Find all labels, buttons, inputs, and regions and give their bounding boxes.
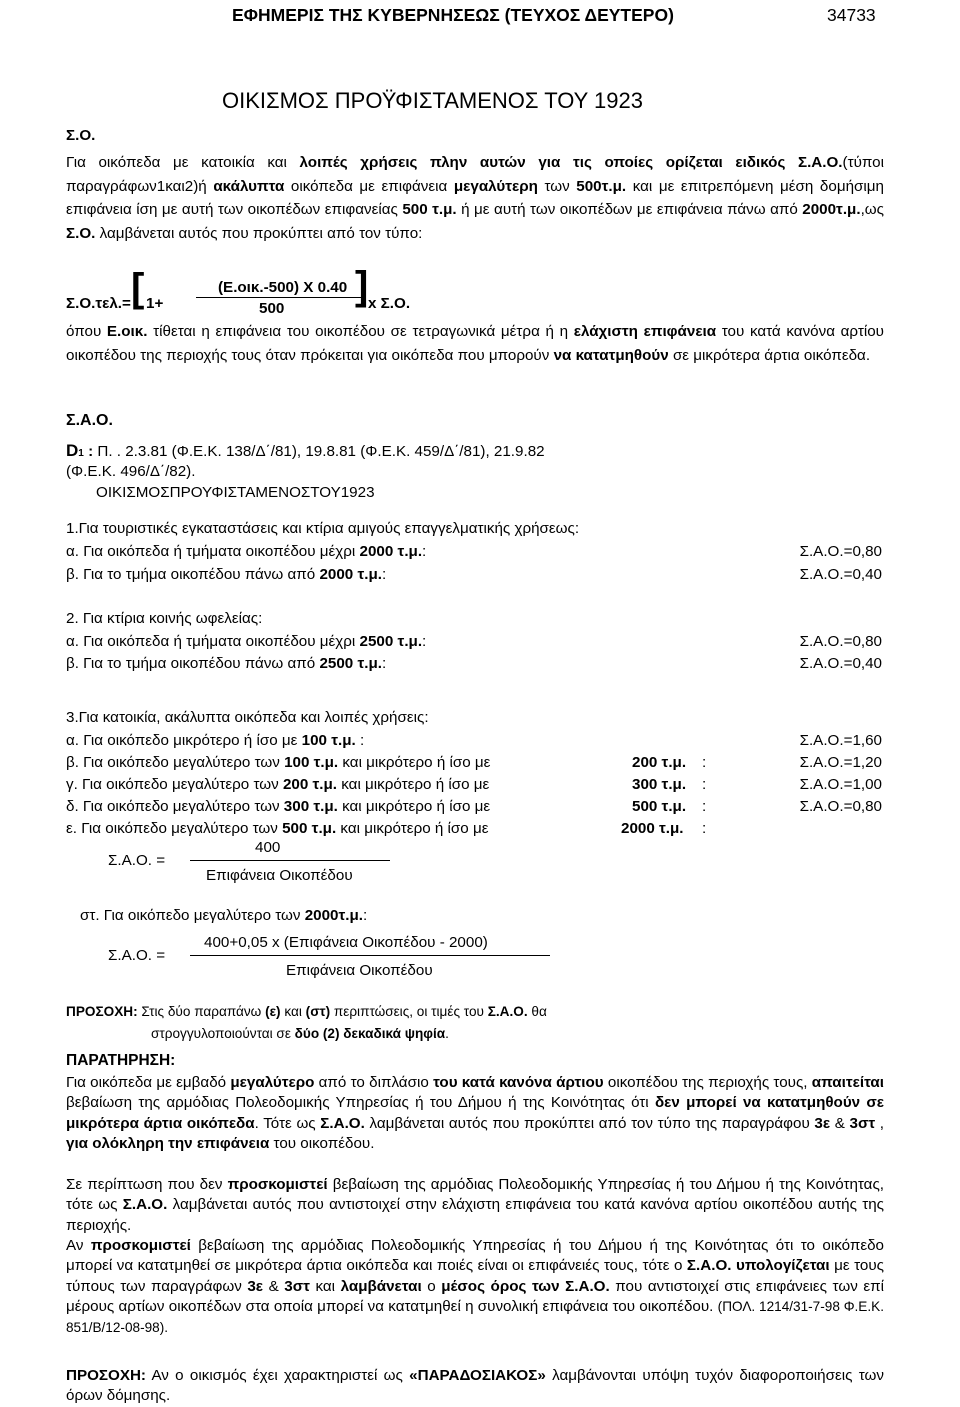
section3-item-a: α. Για οικόπεδο μικρότερο ή ίσο με 100 τ.μ. : Σ.Α.Ο.=1,60 xyxy=(66,732,882,749)
remark-run: βεβαίωση της αρμόδιας Πολεοδομικής Υπηρεσίας ή του Δήμου ή της Κοινότητας ότι το οικόπεδο μπορεί να κατατμηθεί σε μικρότερα άρτια οικόπεδα και ποιές είναι οι επιφάνειές τους, τότε ο xyxy=(66,1237,885,1275)
section3-heading: 3.Για κατοικία, ακάλυπτα οικόπεδα και λοιπές χρήσεις: xyxy=(66,709,429,726)
remark-run: που αντιστοιχεί στις επιφάνειες των επί μέρους αρτίων οικοπέδων στα οποία μπορεί να κατατμηθεί η συνολική επιφάνεια του οικοπέδου. xyxy=(66,1277,884,1316)
remark-run: προσκομιστεί xyxy=(227,1176,328,1193)
remark-paragraph-3 xyxy=(66,1236,884,1338)
formula2-numerator: 400 xyxy=(255,839,281,856)
remark-run: Σ.Α.Ο. xyxy=(320,1114,365,1132)
remark-run: Σ.Α.Ο. υπολογίζεται xyxy=(686,1257,830,1275)
remark-paragraph-2 xyxy=(66,1175,884,1236)
formula2-lhs: Σ.Α.Ο. = xyxy=(108,852,166,869)
remark-run: οικοπέδου της περιοχής τους, xyxy=(603,1074,812,1091)
section3-item-e: ε. Για οικόπεδο μεγαλύτερο των 500 τ.μ. και μικρότερο ή ίσο με 2000 τ.μ. : xyxy=(66,820,707,837)
formula3-lhs: Σ.Α.Ο. = xyxy=(108,947,166,964)
remark-run: ο xyxy=(421,1277,442,1295)
gazette-header: ΕΦΗΜΕΡΙΣ ΤΗΣ ΚΥΒΕΡΝΗΣΕΩΣ (ΤΕΥΧΟΣ ΔΕΥΤΕΡΟ) xyxy=(232,5,674,25)
formula-denominator: 500 xyxy=(259,300,285,317)
formula3-numerator: 400+0,05 x (Επιφάνεια Οικοπέδου - 2000) xyxy=(204,934,488,951)
formula3-fraction-bar xyxy=(190,955,550,956)
remark-run: βεβαίωση της αρμόδιας Πολεοδομικής Υπηρεσίας ή του Δήμου ή της Κοινότητας, τότε ως xyxy=(66,1176,884,1214)
formula-one-plus: 1+ xyxy=(146,295,164,312)
formula-rhs: x Σ.Ο. xyxy=(368,295,411,312)
remark-run: βεβαίωση της αρμόδιας Πολεοδομικής Υπηρεσίας ή του Δήμου ή της Κοινότητας ότι xyxy=(66,1094,655,1112)
section1-item-b: β. Για το τμήμα οικοπέδου πάνω από 2000 τ.μ.: Σ.Α.Ο.=0,40 xyxy=(66,566,882,583)
formula2-fraction-bar xyxy=(190,860,390,861)
d1-reference-cont: (Φ.Ε.Κ. 496/Δ΄/82). xyxy=(66,463,196,480)
section2-heading: 2. Για κτίρια κοινής ωφελείας: xyxy=(66,610,263,627)
caution-rounding-cont: στρογγυλοποιούνται σε δύο (2) δεκαδικά ψηφία. xyxy=(151,1026,449,1041)
remark-run: & xyxy=(263,1277,285,1295)
remark-run: προσκομιστεί xyxy=(90,1237,191,1254)
remark-run: για ολόκληρη την επιφάνεια xyxy=(66,1135,270,1153)
remark-run: Σ.Α.Ο. xyxy=(122,1196,168,1214)
remark-run: λαμβάνεται xyxy=(340,1277,422,1295)
remark-run: 3στ xyxy=(849,1114,876,1132)
caution-rounding: ΠΡΟΣΟΧΗ: Στις δύο παραπάνω (ε) και (στ) περιπτώσεις, οι τιμές του Σ.Α.Ο. θα xyxy=(66,1004,547,1019)
intro-paragraph: Για οικόπεδα με κατοικία και λοιπές χρήσεις πλην αυτών για τις οποίες ορίζεται ειδικός Σ.Α.Ο.(τύποι παραγράφων1και2)ή ακάλυπτα οικόπεδα με επιφάνεια μεγαλύτερη των 500τ.μ. και με επιτρεπόμενη μέση δομήσιμη επιφάνεια ίση με αυτή των οικοπέδων επιφανείας 500 τ.μ. ή με αυτή των οικοπέδων με επιφάνεια πάνω από 2000τ.μ.,ως Σ.Ο. λαμβάνεται αυτός που προκύπτει από τον τύπο: xyxy=(66,154,884,242)
remark-run: λαμβάνεται αυτός που αντιστοιχεί στην ελάχιστη επιφάνεια του κατά κανόνα αρτίου οικοπέδου αυτής της περιοχής. xyxy=(66,1196,884,1234)
remark-run: & xyxy=(830,1114,850,1132)
page-title: ΟΙΚΙΣΜΟΣ ΠΡΟΫΦΙΣΤΑΜΕΝΟΣ ΤΟΥ 1923 xyxy=(222,88,643,113)
remark-run: με τους τύπους των παραγράφων xyxy=(66,1257,884,1295)
left-bracket: [ xyxy=(131,266,145,310)
remark-run: , xyxy=(875,1114,884,1132)
remark-paragraph-1 xyxy=(66,1073,884,1155)
remark-run: Σε περίπτωση που δεν xyxy=(66,1176,228,1193)
remark-run: 3ε xyxy=(247,1277,264,1295)
remark-run: (ΠΟΛ. 1214/31-7-98 Φ.Ε.Κ. 851/Β/12-08-98). xyxy=(66,1299,884,1335)
formula2-denominator: Επιφάνεια Οικοπέδου xyxy=(206,867,353,884)
remark-run: απαιτείται xyxy=(811,1074,884,1091)
formula3-denominator: Επιφάνεια Οικοπέδου xyxy=(286,962,433,979)
remark-heading: ΠΑΡΑΤΗΡΗΣΗ: xyxy=(66,1052,176,1069)
section1-item-a: α. Για οικόπεδα ή τμήματα οικοπέδου μέχρι 2000 τ.μ.: Σ.Α.Ο.=0,80 xyxy=(66,543,882,560)
section3-item-d: δ. Για οικόπεδο μεγαλύτερο των 300 τ.μ. και μικρότερο ή ίσο με 500 τ.μ. : Σ.Α.Ο.=0,80 xyxy=(66,798,882,815)
section3-item-b: β. Για οικόπεδο μεγαλύτερο των 100 τ.μ. και μικρότερο ή ίσο με 200 τ.μ. : Σ.Α.Ο.=1,20 xyxy=(66,754,882,771)
remark-run: Για οικόπεδα με εμβαδό xyxy=(66,1074,231,1091)
section3-item-st: στ. Για οικόπεδο μεγαλύτερο των 2000τ.μ.: xyxy=(80,907,368,924)
remark-run: 3ε xyxy=(814,1114,831,1132)
fraction-bar xyxy=(196,297,366,298)
where-paragraph: όπου Ε.οικ. τίθεται η επιφάνεια του οικοπέδου σε τετραγωνικά μέτρα ή η ελάχιστη επιφάνεια του κατά κανόνα αρτίου οικοπέδου της περιοχής τους όταν πρόκειται για οικόπεδα που μπορούν να κατατμηθούν σε μικρότερα άρτια οικόπεδα. xyxy=(66,323,884,364)
remark-run: Αν xyxy=(66,1237,91,1254)
remark-run: μέσος όρος των Σ.Α.Ο. xyxy=(441,1277,610,1295)
section2-item-a: α. Για οικόπεδα ή τμήματα οικοπέδου μέχρι 2500 τ.μ.: Σ.Α.Ο.=0,80 xyxy=(66,633,882,650)
d1-reference: D1 : Π. . 2.3.81 (Φ.Ε.Κ. 138/Δ΄/81), 19.8.81 (Φ.Ε.Κ. 459/Δ΄/81), 21.9.82 xyxy=(66,441,545,460)
remark-run: από το διπλάσιο xyxy=(314,1074,434,1091)
sao-heading: Σ.Α.Ο. xyxy=(66,412,113,429)
caution-traditional: ΠΡΟΣΟΧΗ: Αν ο οικισμός έχει χαρακτηριστεί ως «ΠΑΡΑΔΟΣΙΑΚΟΣ» λαμβάνονται υπόψη τυχόν διαφοροποιήσεις των όρων δόμησης. xyxy=(66,1367,884,1405)
section2-item-b: β. Για το τμήμα οικοπέδου πάνω από 2500 τ.μ.: Σ.Α.Ο.=0,40 xyxy=(66,655,882,672)
page-number: 34733 xyxy=(827,5,876,25)
formula-numerator: (Ε.οικ.-500) Χ 0.40 xyxy=(218,279,348,296)
remark-run: 3στ xyxy=(284,1277,310,1295)
formula-lhs: Σ.Ο.τελ.= xyxy=(66,295,131,312)
d1-title: ΟΙΚΙΣΜΟΣΠΡΟΥΦΙΣΤΑΜΕΝΟΣΤΟΥ1923 xyxy=(96,484,375,501)
so-heading: Σ.Ο. xyxy=(66,127,96,144)
remark-run: του οικοπέδου. xyxy=(269,1135,375,1153)
remark-run: και xyxy=(309,1277,341,1295)
remark-run: μεγαλύτερο xyxy=(230,1074,315,1091)
remark-run: . Τότε ως xyxy=(254,1114,321,1132)
section1-heading: 1.Για τουριστικές εγκαταστάσεις και κτίρια αμιγούς επαγγελματικής χρήσεως: xyxy=(66,520,580,537)
right-bracket: ] xyxy=(355,264,369,308)
section3-item-c: γ. Για οικόπεδο μεγαλύτερο των 200 τ.μ. και μικρότερο ή ίσο με 300 τ.μ. : Σ.Α.Ο.=1,00 xyxy=(66,776,882,793)
remark-run: του κατά κανόνα άρτιου xyxy=(433,1074,604,1091)
remark-run: λαμβάνεται αυτός που προκύπτει από τον τύπο της παραγράφου xyxy=(364,1114,815,1132)
remark-run: δεν μπορεί να κατατμηθούν σε μικρότερα άρτια οικόπεδα xyxy=(66,1094,884,1132)
